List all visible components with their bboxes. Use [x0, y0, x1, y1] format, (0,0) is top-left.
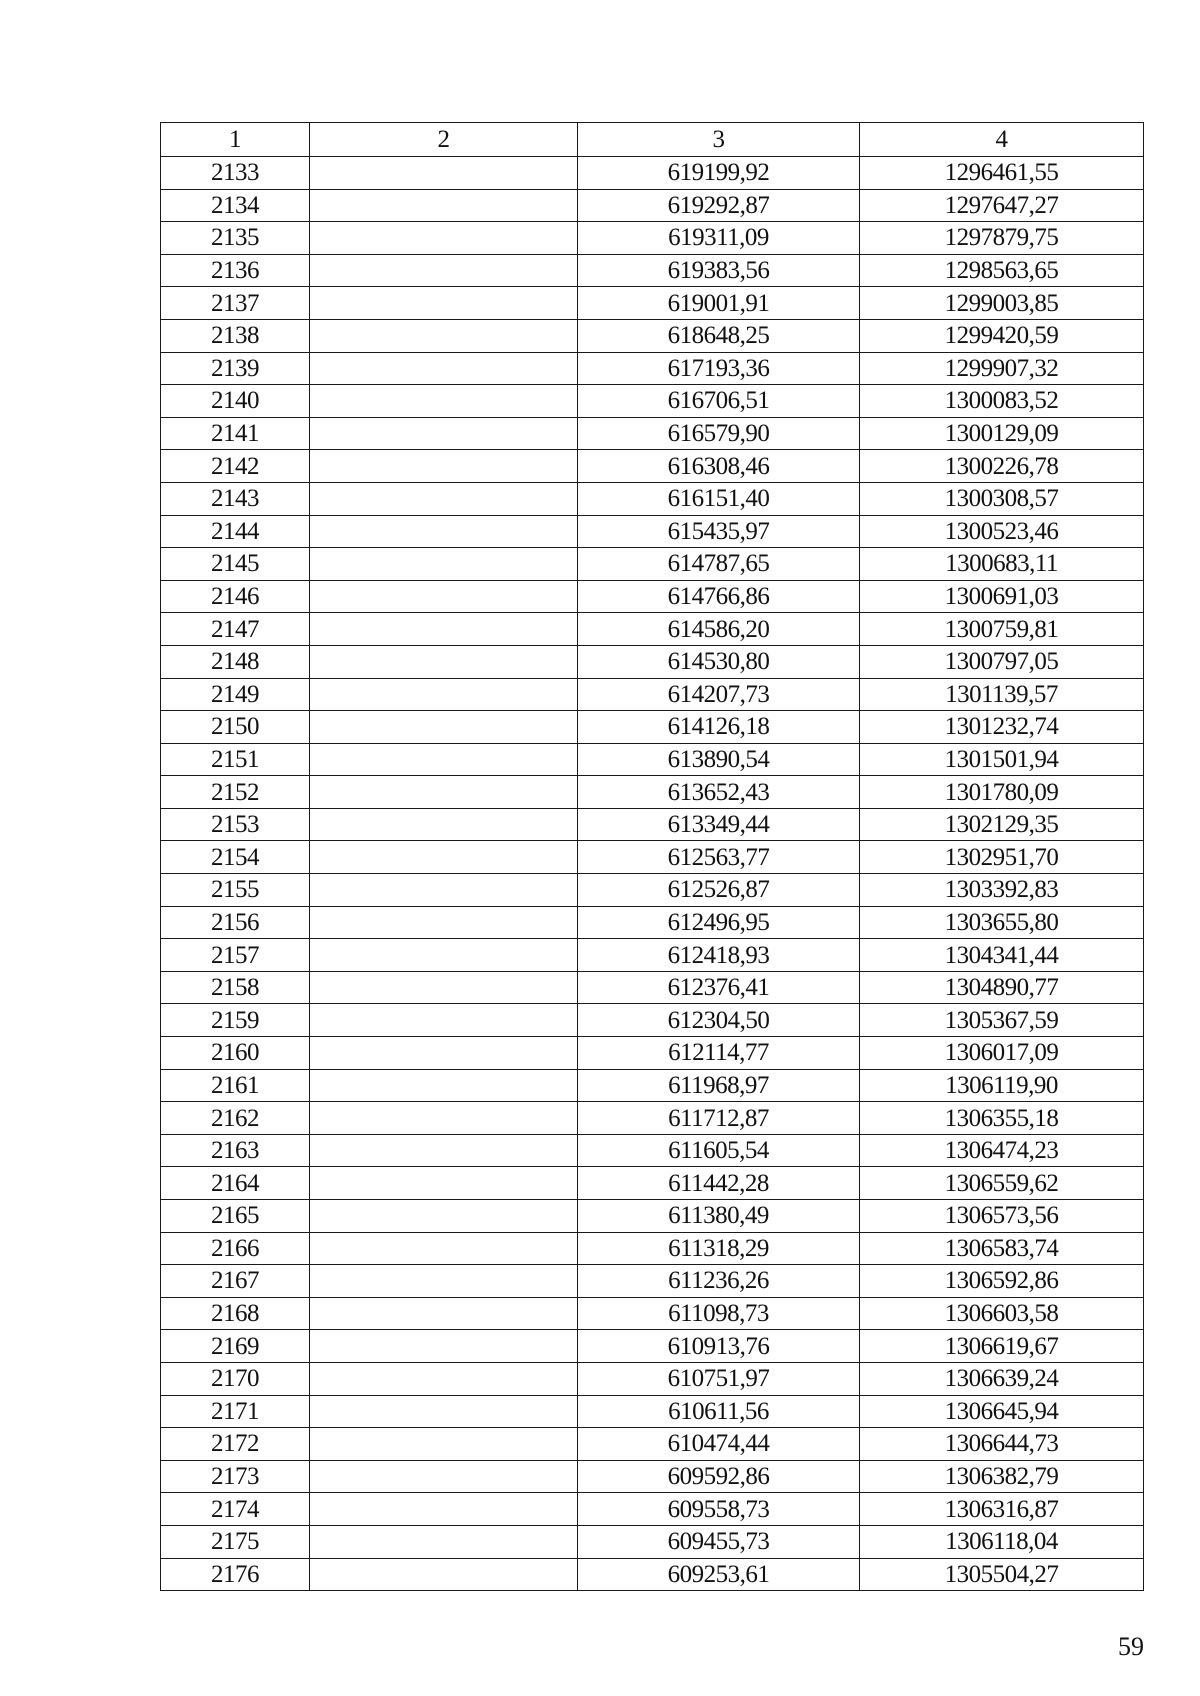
point-number-cell: 2176	[161, 1558, 310, 1591]
y-coordinate-cell: 1306573,56	[860, 1200, 1144, 1233]
y-coordinate-cell: 1306355,18	[860, 1102, 1144, 1135]
table-row	[161, 906, 1144, 939]
description-cell	[310, 1330, 578, 1363]
point-number-cell: 2170	[161, 1362, 310, 1395]
x-coordinate-cell: 619311,09	[578, 222, 860, 255]
description-cell	[310, 189, 578, 222]
y-coordinate-cell: 1303392,83	[860, 874, 1144, 907]
point-number-cell: 2143	[161, 482, 310, 515]
table-row	[161, 1558, 1144, 1591]
y-coordinate-cell: 1301780,09	[860, 776, 1144, 809]
table-row	[161, 1102, 1144, 1135]
table-row	[161, 1297, 1144, 1330]
point-number-cell: 2153	[161, 808, 310, 841]
y-coordinate-cell: 1299907,32	[860, 352, 1144, 385]
y-coordinate-cell: 1304341,44	[860, 939, 1144, 972]
description-cell	[310, 385, 578, 418]
point-number-cell: 2174	[161, 1493, 310, 1526]
table-row	[161, 482, 1144, 515]
y-coordinate-cell: 1297647,27	[860, 189, 1144, 222]
description-cell	[310, 613, 578, 646]
y-coordinate-cell: 1300759,81	[860, 613, 1144, 646]
point-number-cell: 2171	[161, 1395, 310, 1428]
table-row	[161, 645, 1144, 678]
y-coordinate-cell: 1300691,03	[860, 580, 1144, 613]
x-coordinate-cell: 615435,97	[578, 515, 860, 548]
point-number-cell: 2139	[161, 352, 310, 385]
coordinates-table	[160, 122, 1144, 1591]
description-cell	[310, 1362, 578, 1395]
point-number-cell: 2133	[161, 157, 310, 190]
description-cell	[310, 1460, 578, 1493]
x-coordinate-cell: 612563,77	[578, 841, 860, 874]
y-coordinate-cell: 1300683,11	[860, 548, 1144, 581]
point-number-cell: 2150	[161, 711, 310, 744]
point-number-cell: 2169	[161, 1330, 310, 1363]
table-row	[161, 1493, 1144, 1526]
y-coordinate-cell: 1301139,57	[860, 678, 1144, 711]
x-coordinate-cell: 618648,25	[578, 319, 860, 352]
table-row	[161, 1265, 1144, 1298]
description-cell	[310, 1102, 578, 1135]
y-coordinate-cell: 1306583,74	[860, 1232, 1144, 1265]
description-cell	[310, 254, 578, 287]
description-cell	[310, 1395, 578, 1428]
table-row	[161, 776, 1144, 809]
table-row	[161, 874, 1144, 907]
point-number-cell: 2142	[161, 450, 310, 483]
description-cell	[310, 1297, 578, 1330]
x-coordinate-cell: 611712,87	[578, 1102, 860, 1135]
y-coordinate-cell: 1305504,27	[860, 1558, 1144, 1591]
description-cell	[310, 906, 578, 939]
point-number-cell: 2161	[161, 1069, 310, 1102]
description-cell	[310, 287, 578, 320]
table-row	[161, 222, 1144, 255]
table-row	[161, 1525, 1144, 1558]
column-header-3: 3	[578, 123, 860, 157]
x-coordinate-cell: 612526,87	[578, 874, 860, 907]
table-row	[161, 580, 1144, 613]
description-cell	[310, 1200, 578, 1233]
description-cell	[310, 352, 578, 385]
y-coordinate-cell: 1306645,94	[860, 1395, 1144, 1428]
point-number-cell: 2140	[161, 385, 310, 418]
point-number-cell: 2152	[161, 776, 310, 809]
point-number-cell: 2148	[161, 645, 310, 678]
point-number-cell: 2137	[161, 287, 310, 320]
x-coordinate-cell: 613349,44	[578, 808, 860, 841]
y-coordinate-cell: 1304890,77	[860, 971, 1144, 1004]
y-coordinate-cell: 1306382,79	[860, 1460, 1144, 1493]
x-coordinate-cell: 611098,73	[578, 1297, 860, 1330]
x-coordinate-cell: 610611,56	[578, 1395, 860, 1428]
y-coordinate-cell: 1306619,67	[860, 1330, 1144, 1363]
x-coordinate-cell: 614530,80	[578, 645, 860, 678]
column-header-4: 4	[860, 123, 1144, 157]
x-coordinate-cell: 614787,65	[578, 548, 860, 581]
description-cell	[310, 417, 578, 450]
x-coordinate-cell: 609253,61	[578, 1558, 860, 1591]
column-header-1: 1	[161, 123, 310, 157]
description-cell	[310, 515, 578, 548]
table-row	[161, 189, 1144, 222]
description-cell	[310, 776, 578, 809]
x-coordinate-cell: 612304,50	[578, 1004, 860, 1037]
description-cell	[310, 1037, 578, 1070]
point-number-cell: 2167	[161, 1265, 310, 1298]
table-row	[161, 287, 1144, 320]
y-coordinate-cell: 1300523,46	[860, 515, 1144, 548]
point-number-cell: 2175	[161, 1525, 310, 1558]
description-cell	[310, 1069, 578, 1102]
y-coordinate-cell: 1299420,59	[860, 319, 1144, 352]
table-row	[161, 1134, 1144, 1167]
description-cell	[310, 1493, 578, 1526]
table-row	[161, 841, 1144, 874]
y-coordinate-cell: 1306559,62	[860, 1167, 1144, 1200]
y-coordinate-cell: 1300226,78	[860, 450, 1144, 483]
table-row	[161, 352, 1144, 385]
description-cell	[310, 482, 578, 515]
table-row	[161, 1004, 1144, 1037]
description-cell	[310, 1004, 578, 1037]
table-row	[161, 1395, 1144, 1428]
y-coordinate-cell: 1298563,65	[860, 254, 1144, 287]
y-coordinate-cell: 1306118,04	[860, 1525, 1144, 1558]
description-cell	[310, 580, 578, 613]
x-coordinate-cell: 617193,36	[578, 352, 860, 385]
y-coordinate-cell: 1306119,90	[860, 1069, 1144, 1102]
table-row	[161, 971, 1144, 1004]
x-coordinate-cell: 612496,95	[578, 906, 860, 939]
point-number-cell: 2154	[161, 841, 310, 874]
description-cell	[310, 450, 578, 483]
x-coordinate-cell: 612418,93	[578, 939, 860, 972]
x-coordinate-cell: 610751,97	[578, 1362, 860, 1395]
x-coordinate-cell: 614766,86	[578, 580, 860, 613]
y-coordinate-cell: 1306639,24	[860, 1362, 1144, 1395]
table-row	[161, 157, 1144, 190]
description-cell	[310, 1428, 578, 1461]
table-row	[161, 743, 1144, 776]
x-coordinate-cell: 619001,91	[578, 287, 860, 320]
y-coordinate-cell: 1306017,09	[860, 1037, 1144, 1070]
y-coordinate-cell: 1306603,58	[860, 1297, 1144, 1330]
point-number-cell: 2158	[161, 971, 310, 1004]
point-number-cell: 2173	[161, 1460, 310, 1493]
table-row	[161, 417, 1144, 450]
table-row	[161, 1200, 1144, 1233]
point-number-cell: 2144	[161, 515, 310, 548]
y-coordinate-cell: 1306644,73	[860, 1428, 1144, 1461]
y-coordinate-cell: 1300308,57	[860, 482, 1144, 515]
description-cell	[310, 711, 578, 744]
y-coordinate-cell: 1306474,23	[860, 1134, 1144, 1167]
table-row	[161, 515, 1144, 548]
x-coordinate-cell: 619199,92	[578, 157, 860, 190]
description-cell	[310, 808, 578, 841]
table-row	[161, 613, 1144, 646]
y-coordinate-cell: 1300129,09	[860, 417, 1144, 450]
x-coordinate-cell: 616308,46	[578, 450, 860, 483]
x-coordinate-cell: 611605,54	[578, 1134, 860, 1167]
table-row	[161, 1069, 1144, 1102]
y-coordinate-cell: 1296461,55	[860, 157, 1144, 190]
point-number-cell: 2166	[161, 1232, 310, 1265]
x-coordinate-cell: 616579,90	[578, 417, 860, 450]
point-number-cell: 2164	[161, 1167, 310, 1200]
table-row	[161, 1037, 1144, 1070]
x-coordinate-cell: 610474,44	[578, 1428, 860, 1461]
description-cell	[310, 1232, 578, 1265]
x-coordinate-cell: 616706,51	[578, 385, 860, 418]
y-coordinate-cell: 1297879,75	[860, 222, 1144, 255]
point-number-cell: 2159	[161, 1004, 310, 1037]
point-number-cell: 2135	[161, 222, 310, 255]
description-cell	[310, 874, 578, 907]
description-cell	[310, 1525, 578, 1558]
description-cell	[310, 1167, 578, 1200]
point-number-cell: 2162	[161, 1102, 310, 1135]
description-cell	[310, 222, 578, 255]
point-number-cell: 2155	[161, 874, 310, 907]
y-coordinate-cell: 1305367,59	[860, 1004, 1144, 1037]
x-coordinate-cell: 611236,26	[578, 1265, 860, 1298]
x-coordinate-cell: 612376,41	[578, 971, 860, 1004]
table-row	[161, 711, 1144, 744]
table-row	[161, 1232, 1144, 1265]
y-coordinate-cell: 1303655,80	[860, 906, 1144, 939]
description-cell	[310, 319, 578, 352]
description-cell	[310, 841, 578, 874]
table-row	[161, 1167, 1144, 1200]
table-row	[161, 548, 1144, 581]
y-coordinate-cell: 1300083,52	[860, 385, 1144, 418]
description-cell	[310, 1134, 578, 1167]
table-row	[161, 939, 1144, 972]
point-number-cell: 2141	[161, 417, 310, 450]
description-cell	[310, 645, 578, 678]
x-coordinate-cell: 619292,87	[578, 189, 860, 222]
x-coordinate-cell: 611968,97	[578, 1069, 860, 1102]
description-cell	[310, 971, 578, 1004]
point-number-cell: 2168	[161, 1297, 310, 1330]
table-row	[161, 808, 1144, 841]
description-cell	[310, 939, 578, 972]
x-coordinate-cell: 614126,18	[578, 711, 860, 744]
point-number-cell: 2160	[161, 1037, 310, 1070]
y-coordinate-cell: 1306316,87	[860, 1493, 1144, 1526]
y-coordinate-cell: 1300797,05	[860, 645, 1144, 678]
point-number-cell: 2165	[161, 1200, 310, 1233]
x-coordinate-cell: 612114,77	[578, 1037, 860, 1070]
point-number-cell: 2156	[161, 906, 310, 939]
x-coordinate-cell: 616151,40	[578, 482, 860, 515]
description-cell	[310, 743, 578, 776]
description-cell	[310, 1265, 578, 1298]
point-number-cell: 2172	[161, 1428, 310, 1461]
x-coordinate-cell: 609558,73	[578, 1493, 860, 1526]
table-row	[161, 1428, 1144, 1461]
description-cell	[310, 548, 578, 581]
x-coordinate-cell: 609592,86	[578, 1460, 860, 1493]
description-cell	[310, 678, 578, 711]
point-number-cell: 2151	[161, 743, 310, 776]
x-coordinate-cell: 609455,73	[578, 1525, 860, 1558]
point-number-cell: 2134	[161, 189, 310, 222]
description-cell	[310, 157, 578, 190]
x-coordinate-cell: 611442,28	[578, 1167, 860, 1200]
x-coordinate-cell: 614207,73	[578, 678, 860, 711]
table-row	[161, 385, 1144, 418]
x-coordinate-cell: 611380,49	[578, 1200, 860, 1233]
table-row	[161, 1330, 1144, 1363]
description-cell	[310, 1558, 578, 1591]
point-number-cell: 2157	[161, 939, 310, 972]
point-number-cell: 2136	[161, 254, 310, 287]
point-number-cell: 2147	[161, 613, 310, 646]
x-coordinate-cell: 613890,54	[578, 743, 860, 776]
table-header-row	[161, 123, 1144, 157]
x-coordinate-cell: 619383,56	[578, 254, 860, 287]
table-row	[161, 254, 1144, 287]
table-row	[161, 1460, 1144, 1493]
point-number-cell: 2163	[161, 1134, 310, 1167]
point-number-cell: 2149	[161, 678, 310, 711]
x-coordinate-cell: 611318,29	[578, 1232, 860, 1265]
table-row	[161, 678, 1144, 711]
table-row	[161, 1362, 1144, 1395]
table-body	[161, 157, 1144, 1591]
y-coordinate-cell: 1302951,70	[860, 841, 1144, 874]
point-number-cell: 2138	[161, 319, 310, 352]
y-coordinate-cell: 1299003,85	[860, 287, 1144, 320]
y-coordinate-cell: 1302129,35	[860, 808, 1144, 841]
y-coordinate-cell: 1301501,94	[860, 743, 1144, 776]
y-coordinate-cell: 1301232,74	[860, 711, 1144, 744]
x-coordinate-cell: 613652,43	[578, 776, 860, 809]
table-row	[161, 450, 1144, 483]
x-coordinate-cell: 610913,76	[578, 1330, 860, 1363]
x-coordinate-cell: 614586,20	[578, 613, 860, 646]
point-number-cell: 2146	[161, 580, 310, 613]
column-header-2: 2	[310, 123, 578, 157]
page-number: 59	[1118, 1632, 1144, 1661]
table-row	[161, 319, 1144, 352]
y-coordinate-cell: 1306592,86	[860, 1265, 1144, 1298]
point-number-cell: 2145	[161, 548, 310, 581]
